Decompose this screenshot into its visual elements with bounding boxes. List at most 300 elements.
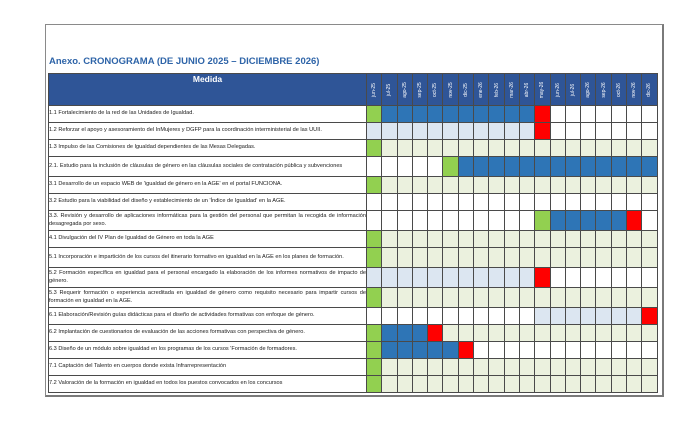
table-row	[49, 342, 658, 359]
empty-cell	[489, 194, 504, 211]
continuous-cell	[627, 177, 642, 194]
table-row	[49, 140, 658, 157]
continuous-cell	[397, 288, 412, 308]
continuous-cell	[397, 140, 412, 157]
empty-cell	[642, 106, 657, 123]
empty-cell	[596, 106, 611, 123]
continuous-cell	[596, 140, 611, 157]
continuous-cell	[581, 376, 596, 393]
continuous-cell	[565, 325, 580, 342]
continuous-cell	[611, 288, 626, 308]
continuous-cell	[443, 177, 458, 194]
empty-cell	[581, 268, 596, 288]
continuous-cell	[581, 177, 596, 194]
table-row	[49, 288, 658, 308]
empty-cell	[397, 211, 412, 231]
start-cell	[535, 211, 550, 231]
continuous-cell	[397, 177, 412, 194]
month-header	[489, 74, 504, 106]
active-cell	[489, 106, 504, 123]
empty-cell	[642, 342, 657, 359]
empty-cell	[504, 211, 519, 231]
empty-cell	[565, 342, 580, 359]
continuous-cell	[458, 288, 473, 308]
continuous-cell	[504, 376, 519, 393]
table-row	[49, 194, 658, 211]
empty-cell	[382, 194, 397, 211]
continuous-cell	[611, 376, 626, 393]
empty-cell	[397, 157, 412, 177]
active-cell	[504, 157, 519, 177]
table-row	[49, 177, 658, 194]
table-row	[49, 211, 658, 231]
empty-cell	[611, 268, 626, 288]
continuous-cell	[581, 248, 596, 268]
month-label: jun-25	[371, 82, 378, 97]
empty-cell	[428, 308, 443, 325]
continuous-cell	[535, 140, 550, 157]
continuous-cell	[550, 248, 565, 268]
empty-cell	[519, 194, 534, 211]
continuous-cell	[382, 288, 397, 308]
empty-cell	[443, 194, 458, 211]
continuous-cell	[474, 140, 489, 157]
month-label: nov-25	[447, 81, 454, 98]
empty-cell	[627, 342, 642, 359]
empty-cell	[504, 194, 519, 211]
continuous-cell	[519, 376, 534, 393]
empty-cell	[642, 211, 657, 231]
continuous-cell	[596, 325, 611, 342]
continuous-cell	[412, 376, 427, 393]
empty-cell	[367, 211, 382, 231]
empty-cell	[565, 268, 580, 288]
active-cell	[581, 211, 596, 231]
month-label: feb-26	[493, 82, 500, 97]
ongoing-light-cell	[382, 123, 397, 140]
month-label: ago-26	[585, 81, 592, 98]
ongoing-light-cell	[504, 123, 519, 140]
continuous-cell	[443, 359, 458, 376]
active-cell	[458, 157, 473, 177]
medida-label: 3.2 Estudio para la viabilidad del diseño y establecimiento de un 'Índice de Igualdad' en la AGE.	[49, 194, 367, 211]
continuous-cell	[428, 140, 443, 157]
month-header	[367, 74, 382, 106]
continuous-cell	[412, 140, 427, 157]
continuous-cell	[581, 288, 596, 308]
start-cell	[367, 376, 382, 393]
ongoing-light-cell	[504, 268, 519, 288]
continuous-cell	[550, 288, 565, 308]
continuous-cell	[382, 359, 397, 376]
continuous-cell	[627, 325, 642, 342]
continuous-cell	[428, 177, 443, 194]
medida-label: 7.1 Captación del Talento en cuerpos donde exista Infrarrepresentación	[49, 359, 367, 376]
continuous-cell	[474, 325, 489, 342]
continuous-cell	[412, 177, 427, 194]
empty-cell	[443, 308, 458, 325]
continuous-cell	[397, 231, 412, 248]
table-row	[49, 106, 658, 123]
month-header	[627, 74, 642, 106]
table-row	[49, 325, 658, 342]
active-cell	[458, 106, 473, 123]
month-header	[611, 74, 626, 106]
continuous-cell	[428, 288, 443, 308]
ongoing-light-cell	[519, 268, 534, 288]
continuous-cell	[627, 140, 642, 157]
empty-cell	[474, 194, 489, 211]
medida-label: 1.2 Reforzar el apoyo y asesoramiento del InMujeres y DGFP para la coordinación interministerial de las UUII.	[49, 123, 367, 140]
active-cell	[519, 106, 534, 123]
continuous-cell	[565, 231, 580, 248]
medida-column-header: Medida	[49, 74, 367, 106]
empty-cell	[412, 157, 427, 177]
continuous-cell	[443, 231, 458, 248]
continuous-cell	[489, 177, 504, 194]
active-cell	[642, 157, 657, 177]
continuous-cell	[611, 177, 626, 194]
medida-label: 5.3 Requerir formación o experiencia acreditada en igualdad de género como requisito necesario para impartir cursos de formación en igualdad en la AGE.	[49, 288, 367, 308]
ongoing-light-cell	[412, 268, 427, 288]
continuous-cell	[458, 231, 473, 248]
continuous-cell	[519, 140, 534, 157]
continuous-cell	[642, 140, 657, 157]
month-header	[428, 74, 443, 106]
active-cell	[565, 211, 580, 231]
start-cell	[367, 359, 382, 376]
continuous-cell	[443, 376, 458, 393]
ongoing-light-cell	[489, 268, 504, 288]
empty-cell	[489, 308, 504, 325]
empty-cell	[550, 123, 565, 140]
continuous-cell	[382, 140, 397, 157]
continuous-cell	[443, 288, 458, 308]
start-cell	[367, 177, 382, 194]
active-cell	[596, 157, 611, 177]
continuous-cell	[519, 177, 534, 194]
continuous-cell	[596, 231, 611, 248]
empty-cell	[412, 308, 427, 325]
ongoing-light-cell	[367, 268, 382, 288]
continuous-cell	[504, 359, 519, 376]
empty-cell	[550, 342, 565, 359]
continuous-cell	[642, 231, 657, 248]
continuous-cell	[397, 359, 412, 376]
ongoing-light-cell	[611, 308, 626, 325]
month-label: ago-25	[401, 81, 408, 98]
empty-cell	[474, 342, 489, 359]
empty-cell	[581, 123, 596, 140]
start-cell	[443, 157, 458, 177]
continuous-cell	[627, 231, 642, 248]
continuous-cell	[581, 325, 596, 342]
ongoing-light-cell	[581, 308, 596, 325]
continuous-cell	[458, 177, 473, 194]
ongoing-light-cell	[412, 123, 427, 140]
continuous-cell	[474, 248, 489, 268]
empty-cell	[565, 106, 580, 123]
table-row	[49, 157, 658, 177]
table-row	[49, 231, 658, 248]
active-cell	[504, 106, 519, 123]
start-cell	[367, 140, 382, 157]
empty-cell	[627, 194, 642, 211]
continuous-cell	[412, 359, 427, 376]
continuous-cell	[550, 231, 565, 248]
continuous-cell	[550, 177, 565, 194]
empty-cell	[443, 211, 458, 231]
month-label: abr-26	[524, 82, 531, 97]
month-label: oct-26	[615, 82, 622, 97]
month-header	[397, 74, 412, 106]
continuous-cell	[535, 376, 550, 393]
continuous-cell	[428, 359, 443, 376]
continuous-cell	[642, 248, 657, 268]
continuous-cell	[535, 177, 550, 194]
empty-cell	[596, 342, 611, 359]
active-cell	[412, 342, 427, 359]
medida-label: 3.1 Desarrollo de un espacio WEB de 'igualdad de género en la AGE' en el portal FUNCIONA.	[49, 177, 367, 194]
continuous-cell	[611, 325, 626, 342]
empty-cell	[611, 342, 626, 359]
month-label: jun-26	[554, 82, 561, 97]
active-cell	[474, 157, 489, 177]
ongoing-light-cell	[397, 123, 412, 140]
month-label: ene-26	[478, 81, 485, 98]
table-header-row	[49, 74, 658, 106]
continuous-cell	[474, 288, 489, 308]
continuous-cell	[489, 376, 504, 393]
continuous-cell	[642, 177, 657, 194]
empty-cell	[611, 123, 626, 140]
month-header	[474, 74, 489, 106]
empty-cell	[642, 194, 657, 211]
active-cell	[443, 342, 458, 359]
continuous-cell	[412, 288, 427, 308]
continuous-cell	[412, 231, 427, 248]
medida-label: 3.3. Revisión y desarrollo de aplicaciones informáticas para la gestión del personal que permitan la recogida de información desagregada por sexo.	[49, 211, 367, 231]
continuous-cell	[535, 231, 550, 248]
medida-label: 6.2 Implantación de cuestionarios de evaluación de las acciones formativas con perspectiva de género.	[49, 325, 367, 342]
empty-cell	[367, 308, 382, 325]
continuous-cell	[611, 231, 626, 248]
month-header	[412, 74, 427, 106]
continuous-cell	[642, 325, 657, 342]
month-header	[642, 74, 657, 106]
month-header	[382, 74, 397, 106]
continuous-cell	[474, 177, 489, 194]
continuous-cell	[565, 177, 580, 194]
continuous-cell	[489, 231, 504, 248]
ongoing-light-cell	[627, 308, 642, 325]
continuous-cell	[581, 359, 596, 376]
empty-cell	[367, 194, 382, 211]
ongoing-light-cell	[596, 308, 611, 325]
continuous-cell	[474, 376, 489, 393]
continuous-cell	[642, 359, 657, 376]
end-cell	[458, 342, 473, 359]
continuous-cell	[596, 376, 611, 393]
month-header	[504, 74, 519, 106]
empty-cell	[642, 123, 657, 140]
active-cell	[581, 157, 596, 177]
empty-cell	[611, 106, 626, 123]
continuous-cell	[627, 376, 642, 393]
empty-cell	[550, 106, 565, 123]
continuous-cell	[535, 359, 550, 376]
continuous-cell	[642, 288, 657, 308]
schedule-table	[48, 73, 658, 393]
medida-label: 6.3 Diseño de un módulo sobre igualdad en los programas de los cursos 'Formación de formadores.	[49, 342, 367, 359]
continuous-cell	[489, 140, 504, 157]
month-header	[550, 74, 565, 106]
ongoing-light-cell	[382, 268, 397, 288]
month-label: dic-25	[462, 82, 469, 97]
empty-cell	[382, 211, 397, 231]
continuous-cell	[596, 248, 611, 268]
continuous-cell	[489, 248, 504, 268]
medida-label: 1.3 Impulso de las Comisiones de Igualdad dependientes de las Mesas Delegadas.	[49, 140, 367, 157]
empty-cell	[504, 308, 519, 325]
continuous-cell	[504, 231, 519, 248]
continuous-cell	[458, 376, 473, 393]
continuous-cell	[428, 231, 443, 248]
empty-cell	[535, 342, 550, 359]
empty-cell	[581, 342, 596, 359]
active-cell	[535, 157, 550, 177]
continuous-cell	[428, 376, 443, 393]
active-cell	[382, 106, 397, 123]
continuous-cell	[535, 248, 550, 268]
continuous-cell	[458, 325, 473, 342]
active-cell	[519, 157, 534, 177]
empty-cell	[458, 194, 473, 211]
start-cell	[367, 325, 382, 342]
continuous-cell	[550, 376, 565, 393]
ongoing-light-cell	[550, 308, 565, 325]
active-cell	[565, 157, 580, 177]
continuous-cell	[581, 231, 596, 248]
month-header	[519, 74, 534, 106]
empty-cell	[474, 211, 489, 231]
active-cell	[550, 211, 565, 231]
continuous-cell	[565, 288, 580, 308]
continuous-cell	[519, 231, 534, 248]
continuous-cell	[596, 177, 611, 194]
empty-cell	[489, 211, 504, 231]
continuous-cell	[596, 359, 611, 376]
continuous-cell	[382, 177, 397, 194]
empty-cell	[642, 268, 657, 288]
empty-cell	[428, 211, 443, 231]
table-row	[49, 268, 658, 288]
month-header	[581, 74, 596, 106]
month-header	[458, 74, 473, 106]
continuous-cell	[627, 248, 642, 268]
medida-label: 1.1 Fortalecimiento de la red de las Unidades de Igualdad.	[49, 106, 367, 123]
continuous-cell	[504, 248, 519, 268]
empty-cell	[489, 342, 504, 359]
medida-label: 7.2 Valoración de la formación en igualdad en todos los puestos convocados en los concursos	[49, 376, 367, 393]
continuous-cell	[382, 376, 397, 393]
month-label: nov-26	[631, 81, 638, 98]
ongoing-light-cell	[474, 268, 489, 288]
active-cell	[412, 106, 427, 123]
month-label: oct-25	[432, 82, 439, 97]
continuous-cell	[382, 231, 397, 248]
ongoing-light-cell	[474, 123, 489, 140]
start-cell	[367, 106, 382, 123]
table-row	[49, 248, 658, 268]
month-label: sep-25	[417, 81, 424, 98]
end-cell	[535, 123, 550, 140]
continuous-cell	[474, 231, 489, 248]
month-header	[535, 74, 550, 106]
month-label: jul-26	[570, 83, 576, 96]
end-cell	[535, 268, 550, 288]
table-row	[49, 123, 658, 140]
empty-cell	[596, 123, 611, 140]
empty-cell	[581, 194, 596, 211]
ongoing-light-cell	[535, 308, 550, 325]
empty-cell	[550, 268, 565, 288]
continuous-cell	[611, 248, 626, 268]
empty-cell	[412, 194, 427, 211]
continuous-cell	[474, 359, 489, 376]
continuous-cell	[565, 140, 580, 157]
continuous-cell	[627, 288, 642, 308]
ongoing-light-cell	[565, 308, 580, 325]
empty-cell	[474, 308, 489, 325]
empty-cell	[458, 211, 473, 231]
continuous-cell	[535, 325, 550, 342]
empty-cell	[367, 157, 382, 177]
ongoing-light-cell	[367, 123, 382, 140]
medida-label: 6.1 Elaboración/Revisión guías didácticas para el diseño de actividades formativas con enfoque de género.	[49, 308, 367, 325]
empty-cell	[412, 211, 427, 231]
continuous-cell	[397, 376, 412, 393]
start-cell	[367, 248, 382, 268]
end-cell	[428, 325, 443, 342]
active-cell	[382, 342, 397, 359]
empty-cell	[581, 106, 596, 123]
ongoing-light-cell	[428, 123, 443, 140]
month-header	[565, 74, 580, 106]
continuous-cell	[642, 376, 657, 393]
month-header	[443, 74, 458, 106]
continuous-cell	[535, 288, 550, 308]
table-row	[49, 308, 658, 325]
end-cell	[535, 106, 550, 123]
active-cell	[428, 106, 443, 123]
continuous-cell	[397, 248, 412, 268]
medida-label: 4.1 Divulgación del IV Plan de Igualdad de Género en toda la AGE	[49, 231, 367, 248]
table-body	[49, 106, 658, 393]
empty-cell	[565, 123, 580, 140]
empty-cell	[428, 194, 443, 211]
empty-cell	[519, 211, 534, 231]
empty-cell	[611, 194, 626, 211]
continuous-cell	[412, 248, 427, 268]
ongoing-light-cell	[443, 123, 458, 140]
continuous-cell	[581, 140, 596, 157]
continuous-cell	[565, 248, 580, 268]
active-cell	[627, 157, 642, 177]
continuous-cell	[458, 248, 473, 268]
continuous-cell	[596, 288, 611, 308]
empty-cell	[627, 268, 642, 288]
